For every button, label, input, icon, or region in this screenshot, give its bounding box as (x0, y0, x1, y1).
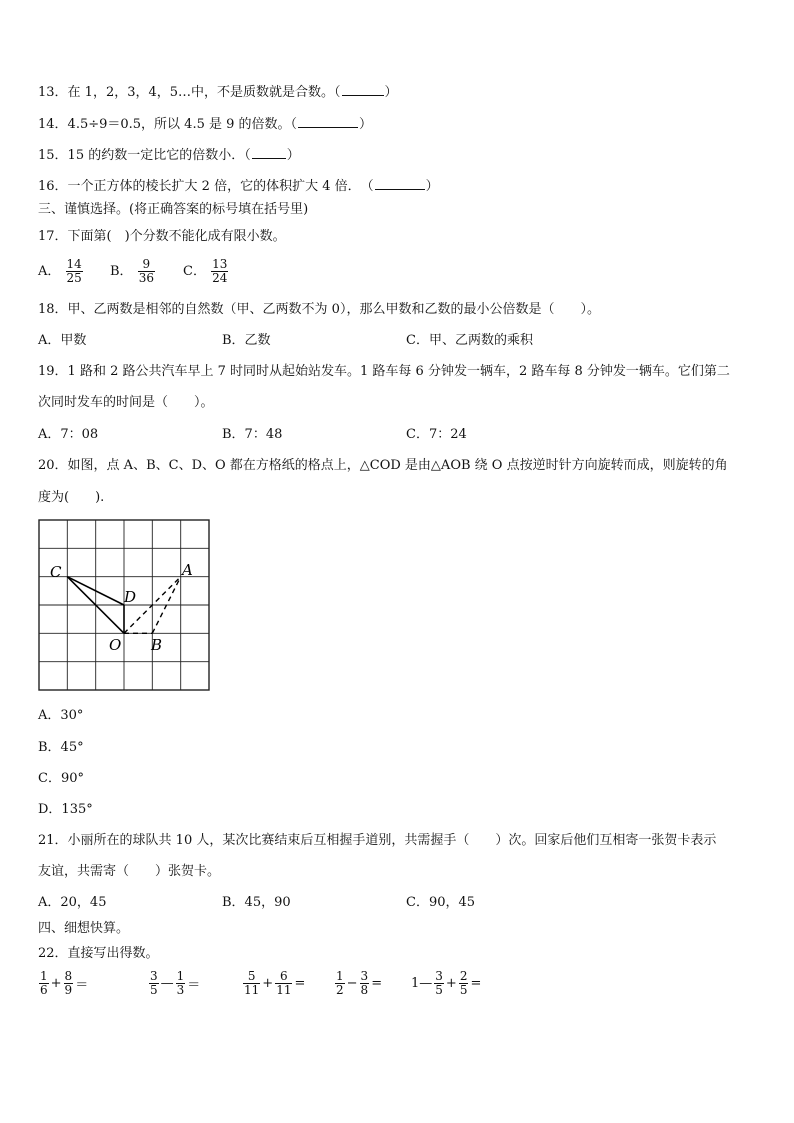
q18-option-c[interactable]: C．甲、乙两数的乘积 (406, 333, 533, 348)
q17-option-c[interactable]: C． $\frac{13}{24}$ (183, 257, 228, 285)
question-21-line-1: 21．小丽所在的球队共 10 人，某次比赛结束后互相握手道别，共需握手（ ）次。回家后他们互相寄一张贺卡表示 (38, 833, 717, 848)
point-label-b: B (151, 636, 163, 654)
question-19-line-1: 19．1 路和 2 路公共汽车早上 7 时同时从起始站发车。1 路车每 6 分钟发一辆车，2 路车每 8 分钟发一辆车。它们第二 (38, 364, 730, 379)
point-label-o: O (109, 636, 122, 654)
q20-option-c[interactable]: C．90° (38, 771, 84, 786)
question-20-line-2: 度为( ). (38, 490, 105, 505)
q21-option-b[interactable]: B．45，90 (222, 895, 291, 910)
point-label-c: C (50, 563, 62, 581)
question-14-text: 14．4.5÷9＝0.5，所以 4.5 是 9 的倍数。（ (38, 117, 298, 132)
fraction: $\frac{14}{25}$ (66, 257, 82, 285)
question-19-line-2: 次同时发车的时间是（ ）。 (38, 395, 214, 410)
question-20-line-1: 20．如图，点 A、B、C、D、O 都在方格纸的格点上，△COD 是由△AOB 绕 O 点按逆时针方向旋转而成，则旋转的角 (38, 458, 728, 473)
question-16-text: 16．一个正方体的棱长扩大 2 倍，它的体积扩大 4 倍． （ (38, 179, 374, 194)
question-22-text: 22．直接写出得数。 (38, 946, 159, 961)
fraction: $\frac{9}{36}$ (138, 257, 154, 285)
q20-option-a[interactable]: A．30° (38, 708, 84, 723)
answer-blank[interactable] (252, 145, 286, 159)
question-13: 13．在 1，2，3，4，5…中，不是质数就是合数。（ ） (38, 82, 398, 102)
calc-item: $\frac{5}{11}$ + $\frac{6}{11}$ = (244, 969, 306, 997)
answer-blank[interactable] (375, 176, 425, 190)
calc-item: 1— $\frac{3}{5}$ + $\frac{2}{5}$ = (411, 969, 482, 997)
calc-item: $\frac{1}{6}$ + $\frac{8}{9}$ ＝ (40, 969, 89, 997)
grid-figure (38, 519, 212, 693)
calc-item: $\frac{3}{5}$ — $\frac{1}{3}$ ＝ (150, 969, 201, 997)
section-3-heading: 三、谨慎选择。(将正确答案的标号填在括号里) (38, 202, 309, 217)
fraction: $\frac{13}{24}$ (212, 257, 228, 285)
question-17-text: 17．下面第( )个分数不能化成有限小数。 (38, 229, 286, 244)
point-label-a: A (182, 561, 193, 579)
calc-item: $\frac{1}{2}$ − $\frac{3}{8}$ = (336, 969, 383, 997)
question-21-line-2: 友谊，共需寄（ ）张贺卡。 (38, 864, 221, 879)
q19-option-b[interactable]: B．7：48 (222, 427, 283, 442)
question-13-text: 13．在 1，2，3，4，5…中，不是质数就是合数。（ (38, 85, 341, 100)
q17-option-a[interactable]: A． $\frac{14}{25}$ (38, 257, 82, 285)
question-15-text: 15．15 的约数一定比它的倍数小．（ (38, 148, 251, 163)
question-16: 16．一个正方体的棱长扩大 2 倍，它的体积扩大 4 倍． （ ） (38, 176, 439, 196)
point-label-d: D (124, 588, 137, 606)
q18-option-b[interactable]: B．乙数 (222, 333, 271, 348)
question-18-text: 18．甲、乙两数是相邻的自然数（甲、乙两数不为 0），那么甲数和乙数的最小公倍数是（ ）。 (38, 302, 600, 317)
answer-blank[interactable] (298, 114, 358, 128)
question-15: 15．15 的约数一定比它的倍数小．（ ） (38, 145, 300, 165)
q18-option-a[interactable]: A．甲数 (38, 333, 87, 348)
answer-blank[interactable] (342, 82, 384, 96)
q20-option-d[interactable]: D．135° (38, 802, 93, 817)
q19-option-c[interactable]: C．7：24 (406, 427, 467, 442)
q20-option-b[interactable]: B．45° (38, 740, 84, 755)
q21-option-a[interactable]: A．20，45 (38, 895, 107, 910)
question-14: 14．4.5÷9＝0.5，所以 4.5 是 9 的倍数。（ ） (38, 114, 372, 134)
section-4-heading: 四、细想快算。 (38, 921, 130, 936)
q21-option-c[interactable]: C．90，45 (406, 895, 476, 910)
q17-option-b[interactable]: B． $\frac{9}{36}$ (110, 257, 154, 285)
q19-option-a[interactable]: A．7：08 (38, 427, 99, 442)
